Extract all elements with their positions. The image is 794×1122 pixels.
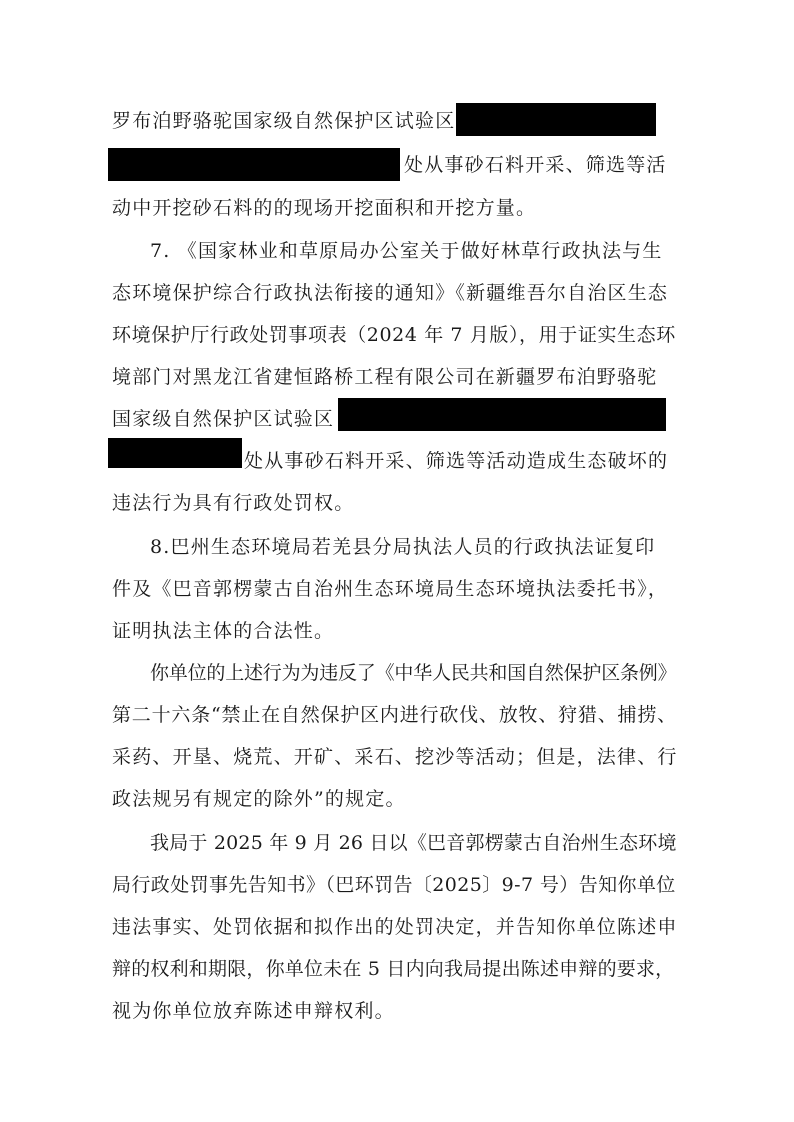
redaction-block <box>456 103 656 136</box>
text-line: 罗布泊野骆驼国家级自然保护区试验区 <box>112 110 456 132</box>
text-line: 处从事砂石料开采、筛选等活 <box>404 154 667 176</box>
text-line: 你单位的上述行为为违反了《中华人民共和国自然保护区条例》 <box>150 662 677 684</box>
text-line: 违法行为具有行政处罚权。 <box>112 492 355 514</box>
text-line: 7. 《国家林业和草原局办公室关于做好林草行政执法与生 <box>150 240 663 262</box>
text-line: 辩的权利和期限，你单位未在 5 日内向我局提出陈述申辩的要求， <box>112 958 675 980</box>
redaction-block <box>338 398 666 431</box>
text-line: 件及《巴音郭楞蒙古自治州生态环境局生态环境执法委托书》， <box>112 578 669 600</box>
text-line: 视为你单位放弃陈述申辩权利。 <box>112 1000 395 1022</box>
text-line: 我局于 2025 年 9 月 26 日以《巴音郭楞蒙古自治州生态环境 <box>150 832 677 854</box>
redaction-block <box>108 148 400 181</box>
text-line: 处从事砂石料开采、筛选等活动造成生态破坏的 <box>244 450 669 472</box>
text-line: 8.巴州生态环境局若羌县分局执法人员的行政执法证复印 <box>150 536 656 558</box>
text-line: 违法事实、处罚依据和拟作出的处罚决定，并告知你单位陈述申 <box>112 916 678 938</box>
text-line: 采药、开垦、烧荒、开矿、采石、挖沙等活动；但是，法律、行 <box>112 746 678 768</box>
text-line: 境部门对黑龙江省建恒路桥工程有限公司在新疆罗布泊野骆驼 <box>112 366 658 388</box>
text-line: 态环境保护综合行政执法衔接的通知》《新疆维吾尔自治区生态 <box>112 282 669 304</box>
text-line: 第二十六条“禁止在自然保护区内进行砍伐、放牧、狩猎、捕捞、 <box>112 704 677 726</box>
redaction-block <box>108 438 242 468</box>
text-line: 证明执法主体的合法性。 <box>112 620 335 642</box>
text-line: 局行政处罚事先告知书》（巴环罚告〔2025〕9-7 号）告知你单位 <box>112 874 676 896</box>
text-line: 政法规另有规定的除外”的规定。 <box>112 788 406 810</box>
text-line: 动中开挖砂石料的的现场开挖面积和开挖方量。 <box>112 197 537 219</box>
text-line: 国家级自然保护区试验区 <box>112 408 335 430</box>
text-line: 环境保护厅行政处罚事项表（2024 年 7 月版），用于证实生态环 <box>112 324 676 346</box>
